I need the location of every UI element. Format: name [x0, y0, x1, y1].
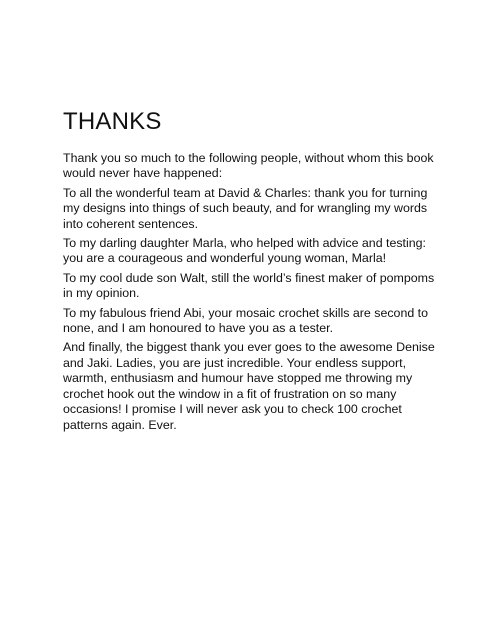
- friend-thanks-paragraph: To my fabulous friend Abi, your mosaic crochet skills are second to none, and I am honoured to have you as a tester.: [63, 305, 429, 336]
- intro-paragraph: Thank you so much to the following people, without whom this book would never have happened:: [63, 151, 434, 181]
- son-thanks-paragraph: To my cool dude son Walt, still the world’s finest maker of pompoms in my opinion.: [63, 270, 435, 301]
- final-thanks-paragraph: And finally, the biggest thank you ever goes to the awesome Denise and Jaki. Ladies, you are just incredible. Your endless support, warmth, enthusiasm and humour have stopped me throwing my crochet hook out the window in a fit of frustration on so many occasions! I promise I will never ask you to check 100 crochet patterns again. Ever.: [63, 340, 435, 432]
- thanks-section: [63, 108, 435, 437]
- page-title: THANKS: [63, 108, 162, 135]
- publisher-thanks-paragraph: To all the wonderful team at David & Charles: thank you for turning my designs into things of such beauty, and for wrangling my words into coherent sentences.: [63, 185, 428, 231]
- acknowledgements-body: [63, 151, 435, 433]
- daughter-thanks-paragraph: To my darling daughter Marla, who helped with advice and testing: you are a courageous and wonderful young woman, Marla!: [63, 236, 426, 266]
